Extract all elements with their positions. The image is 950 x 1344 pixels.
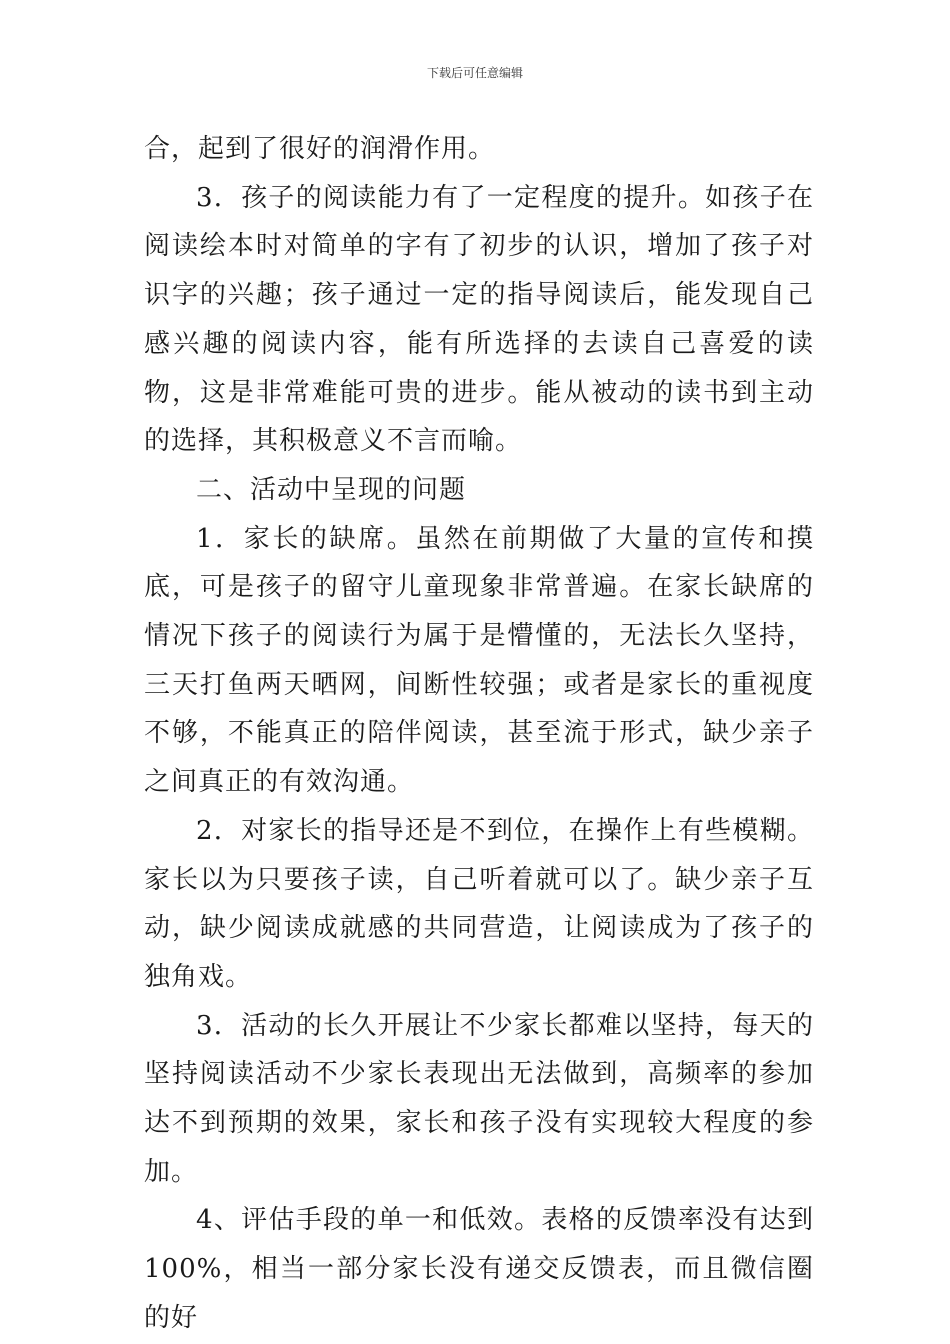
page-header: 下载后可任意编辑 xyxy=(426,66,523,80)
paragraph-persistence: 3．活动的长久开展让不少家长都难以坚持，每天的坚持阅读活动不少家长表现出无法做到，高频率的参加达不到预期的效果，家长和孩子没有实现较大程度的参加。 xyxy=(144,1010,814,1187)
paragraph-guidance: 2．对家长的指导还是不到位，在操作上有些模糊。家长以为只要孩子读，自己听着就可以了。缺少亲子互动，缺少阅读成就感的共同营造，让阅读成为了孩子的独角戏。 xyxy=(144,815,814,992)
paragraph-evaluation: 4、评估手段的单一和低效。表格的反馈率没有达到100%，相当一部分家长没有递交反馈表，而且微信圈的好 xyxy=(144,1205,814,1333)
paragraph-parent-absence: 1．家长的缺席。虽然在前期做了大量的宣传和摸底，可是孩子的留守儿童现象非常普遍。在家长缺席的情况下孩子的阅读行为属于是懵懂的，无法长久坚持，三天打鱼两天晒网，间断性较强；或者是家长的重视度不够，不能真正的陪伴阅读，甚至流于形式，缺少亲子之间真正的有效沟通。 xyxy=(144,523,814,798)
paragraph-reading-ability: 3．孩子的阅读能力有了一定程度的提升。如孩子在阅读绘本时对简单的字有了初步的认识，增加了孩子对识字的兴趣；孩子通过一定的指导阅读后，能发现自己感兴趣的阅读内容，能有所选择的去读自己喜爱的读物，这是非常难能可贵的进步。能从被动的读书到主动的选择，其积极意义不言而喻。 xyxy=(144,182,814,457)
document-body xyxy=(144,125,814,1343)
paragraph-continuation: 合，起到了很好的润滑作用。 xyxy=(144,134,496,164)
section-heading-problems: 二、活动中呈现的问题 xyxy=(196,474,467,505)
